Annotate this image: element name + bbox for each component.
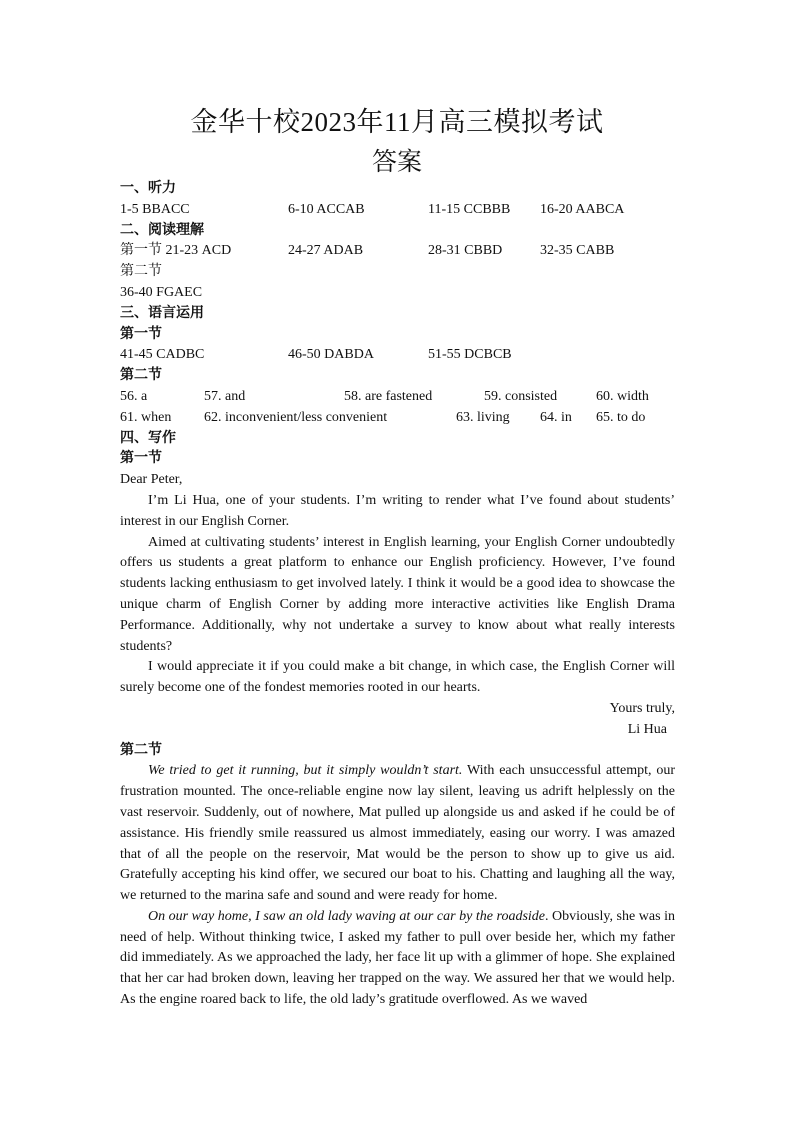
- story-text: With each unsuccessful attempt, our frustration mounted. The once-reliable engine now lay silent, leaving us adrift helplessly on the vast reservoir. Suddenly, out of nowhere, Mat pulled up alongside us and asked if he could be of assistance. His friendly smile reassured us almost immediately, easing our worry. I was amazed that of all the people on the reservoir, Mat would be the person to show up to give us aid. Gratefully accepting his kind offer, we secured our boat to his. Chatting and laughing all the way, we returned to the marina safe and sound and were ready for home.: [120, 763, 675, 904]
- answer-row-reading-1: [120, 241, 675, 262]
- answer-item: 63. living: [456, 409, 510, 425]
- answer-group: 51-55 DCBCB: [428, 347, 512, 363]
- subsection-label: 第二节: [120, 368, 162, 384]
- answer-row-listening: [120, 200, 675, 221]
- answer-row-grammar-2: [120, 408, 675, 429]
- answer-content: [120, 179, 675, 1011]
- answer-group: 41-45 CADBC: [120, 347, 205, 363]
- answer-group: 11-15 CCBBB: [428, 201, 511, 217]
- answer-item: 59. consisted: [484, 388, 558, 404]
- story-lead-sentence: We tried to get it running, but it simply wouldn’t start.: [148, 763, 463, 779]
- page-title: 金华十校2023年11月高三模拟考试: [190, 107, 604, 137]
- letter-greeting: Dear Peter,: [120, 472, 183, 488]
- story-paragraph: [120, 907, 675, 1011]
- answer-item: 61. when: [120, 409, 172, 425]
- section-heading-language-use: 三、语言运用: [120, 305, 204, 321]
- section-heading-reading: 二、阅读理解: [120, 222, 204, 238]
- answer-group: 24-27 ADAB: [288, 243, 364, 259]
- story-lead-sentence: On our way home, I saw an old lady waving at our car by the roadside: [148, 908, 545, 924]
- subsection-label: 第二节: [120, 742, 162, 758]
- answer-item: 56. a: [120, 388, 148, 404]
- answer-item: 57. and: [204, 388, 246, 404]
- answer-group: 16-20 AABCA: [540, 201, 625, 217]
- subsection-label: 第一节: [120, 451, 162, 467]
- letter-paragraph: Aimed at cultivating students’ interest in English learning, your English Corner undoubtedly offers us students a great platform to enhance our English proficiency. However, I’ve found students lacking enthusiasm to get involved lately. I think it would be a good idea to showcase the unique charm of English Corner by adding more interactive activities like English Drama Performance. Additionally, why not undertake a survey to know about what really interests students?: [120, 534, 675, 654]
- story-paragraph: [120, 761, 675, 907]
- answer-item: 65. to do: [596, 409, 646, 425]
- subsection-label: 第二节: [120, 264, 162, 280]
- answer-group: 第一节 21-23 ACD: [120, 243, 232, 259]
- answer-item: 58. are fastened: [344, 388, 433, 404]
- answer-row-reading-2: 36-40 FGAEC: [120, 284, 203, 300]
- answer-group: 32-35 CABB: [540, 243, 615, 259]
- letter-closing: Yours truly,: [609, 700, 675, 716]
- letter-paragraph: I’m Li Hua, one of your students. I’m writing to render what I’ve found about students’ interest in our English Corner.: [120, 492, 675, 529]
- story-text: . Obviously, she was in need of help. Without thinking twice, I asked my father to pull over beside her, which my father did immediately. As we approached the lady, her face lit up with a glimmer of hope. She explained that her car had broken down, leaving her trapped on the way. We assured her that we would help. As the engine roared back to life, the old lady’s gratitude overflowed. As we waved: [120, 908, 675, 1008]
- answer-item: 62. inconvenient/less convenient: [204, 409, 388, 425]
- answer-group: 1-5 BBACC: [120, 201, 190, 217]
- answer-group: 28-31 CBBD: [428, 243, 503, 259]
- subsection-label: 第一节: [120, 326, 162, 342]
- letter-signature: Li Hua: [627, 721, 667, 737]
- answer-item: 60. width: [596, 388, 649, 404]
- answer-group: 6-10 ACCAB: [288, 201, 365, 217]
- answer-row-grammar-1: [120, 387, 675, 408]
- answer-group: 46-50 DABDA: [288, 347, 374, 363]
- section-heading-writing: 四、写作: [120, 430, 176, 446]
- section-heading-listening: 一、听力: [120, 181, 176, 196]
- page-subtitle: 答案: [371, 149, 422, 176]
- letter-paragraph: I would appreciate it if you could make a bit change, in which case, the English Corner will surely become one of the fondest memories rooted in our hearts.: [120, 659, 675, 696]
- answer-row-cloze: [120, 345, 675, 366]
- answer-item: 64. in: [540, 409, 572, 425]
